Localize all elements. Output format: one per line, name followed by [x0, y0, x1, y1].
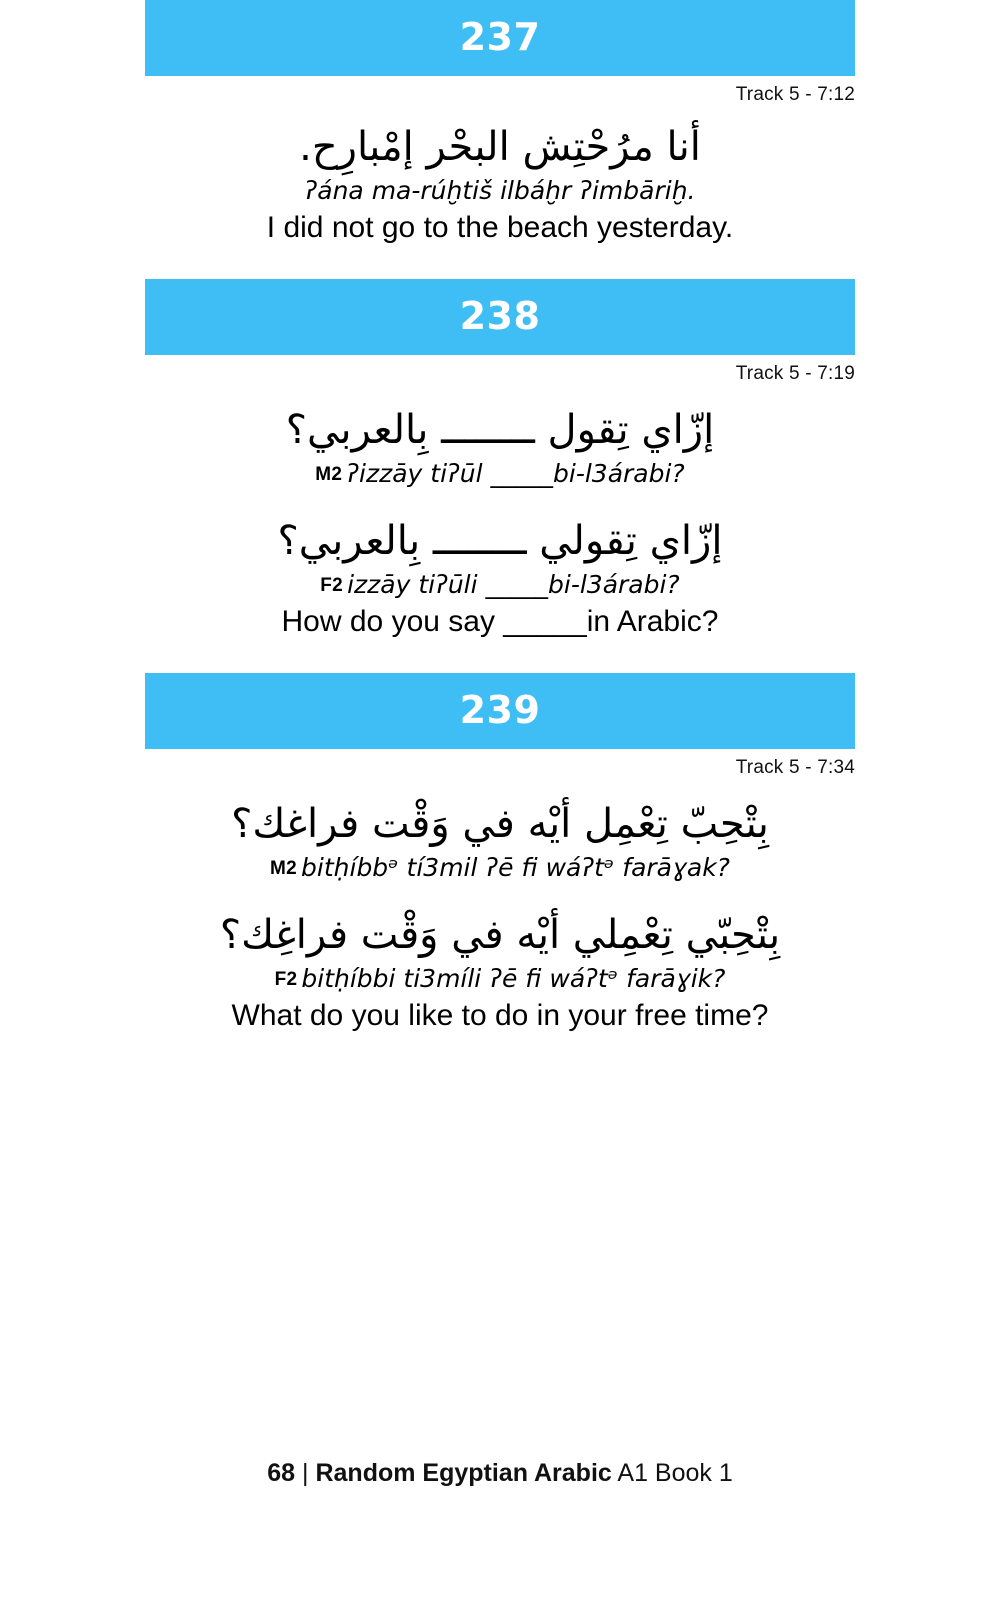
transliteration-line-feminine	[145, 964, 855, 993]
gender-marker-f2: F2	[320, 575, 344, 596]
track-time-label: Track 5 - 7:19	[735, 363, 855, 384]
card-number-header: 238	[145, 279, 855, 355]
transliteration-text: bitḥíbbᵊ tí3mil ʔē fi wáʔtᵊ farāɣak?	[301, 853, 730, 882]
transliteration-line-masculine	[145, 459, 855, 488]
arabic-phrase: أنا مرُحْتِش البحْر إمْبارِح.	[299, 124, 701, 170]
arabic-phrase-feminine: إزّاي تِقولي ــــــــ بِالعربي؟	[277, 518, 723, 564]
page-number: 68	[267, 1459, 296, 1487]
transliteration-line-masculine	[145, 853, 855, 882]
transliteration-line-feminine	[145, 570, 855, 599]
gender-marker-m2: M2	[315, 464, 343, 485]
transliteration-line	[145, 176, 855, 205]
english-translation: What do you like to do in your free time?	[231, 999, 769, 1032]
english-translation: How do you say _____in Arabic?	[281, 605, 719, 638]
transliteration-text: ʔána ma-rúḫtiš ilbáḫr ʔimbāriḫ.	[304, 176, 696, 205]
phrase-card-239	[145, 673, 855, 1033]
arabic-phrase-masculine: بِتْحِبّ تِعْمِل أيْه في وَقْت فراغك؟	[231, 801, 769, 847]
transliteration-text: bitḥíbbi ti3míli ʔē fi wáʔtᵊ farāɣik?	[301, 964, 726, 993]
footer-separator: |	[302, 1459, 309, 1487]
arabic-phrase-masculine: إزّاي تِقول ــــــــ بِالعربي؟	[285, 407, 715, 453]
card-number-header: 239	[145, 673, 855, 749]
gender-marker-m2: M2	[270, 858, 298, 879]
phrase-card-238	[145, 279, 855, 639]
track-time-label: Track 5 - 7:12	[735, 84, 855, 105]
page-spacer	[145, 1033, 855, 1459]
track-time-label: Track 5 - 7:34	[735, 757, 855, 778]
arabic-phrase-feminine: بِتْحِبّي تِعْمِلي أيْه في وَقْت فراغِك؟	[219, 912, 781, 958]
english-translation: I did not go to the beach yesterday.	[266, 211, 734, 244]
gender-marker-f2: F2	[274, 969, 298, 990]
book-subtitle: A1 Book 1	[617, 1459, 733, 1487]
page-footer	[145, 1459, 855, 1600]
transliteration-text: izzāy tiʔūli _____bi-l3árabi?	[347, 570, 680, 599]
book-title: Random Egyptian Arabic	[315, 1459, 612, 1487]
card-gap	[145, 245, 855, 279]
card-gap	[145, 639, 855, 673]
transliteration-text: ʔizzāy tiʔūl _____bi-l3árabi?	[346, 459, 685, 488]
card-number-header: 237	[145, 0, 855, 76]
phrase-card-237	[145, 0, 855, 245]
